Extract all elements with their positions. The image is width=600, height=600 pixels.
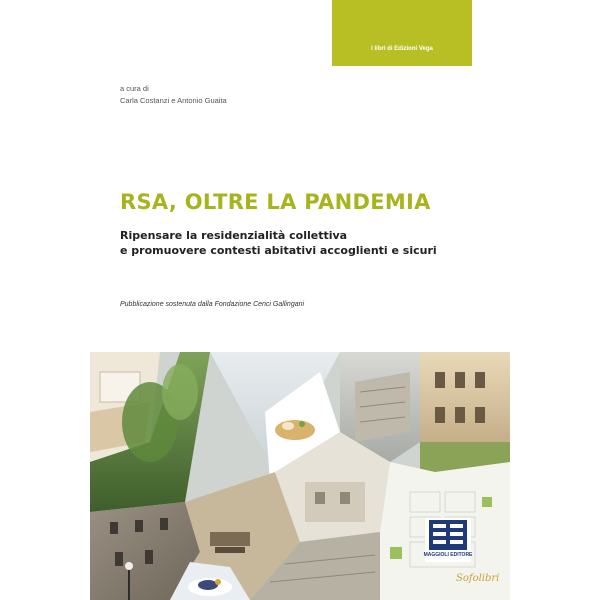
subtitle-line-1: Ripensare la residenzialità collettiva [120, 229, 348, 242]
sponsor-note: Pubblicazione sostenuta dalla Fondazione Cenci Gallingani [120, 301, 305, 308]
editors-prefix: a cura di [120, 84, 149, 93]
imprint-logo: Sofolibri [456, 573, 500, 584]
series-label: I libri di Edizioni Vega [371, 46, 433, 52]
photo-collage [90, 352, 510, 600]
series-banner [332, 0, 472, 66]
publisher-name: MAGGIOLI EDITORE [423, 552, 473, 558]
book-title: RSA, OLTRE LA PANDEMIA [120, 190, 431, 214]
subtitle-line-2: e promuovere contesti abitativi accoglienti e sicuri [120, 244, 437, 257]
editors-names: Carla Costanzi e Antonio Guaita [120, 96, 227, 105]
editors-block [120, 83, 227, 107]
book-subtitle [120, 228, 437, 258]
